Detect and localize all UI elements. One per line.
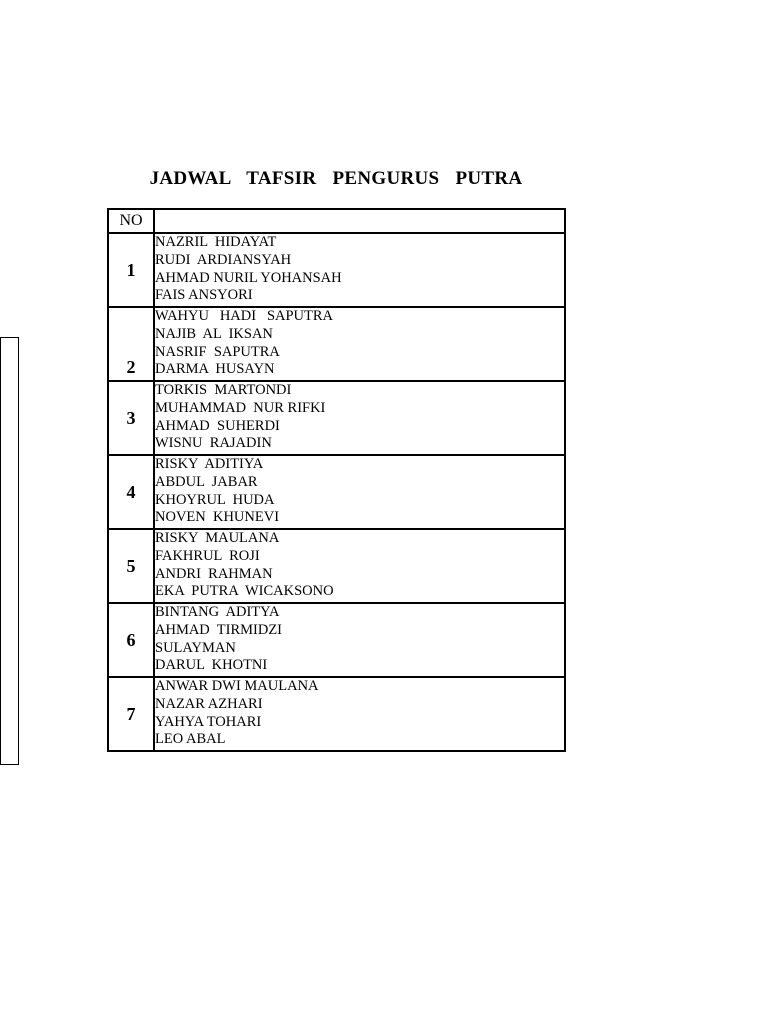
schedule-table xyxy=(107,208,566,752)
member-name: RUDI ARDIANSYAH xyxy=(155,251,292,268)
group-number-cell xyxy=(108,677,154,751)
group-number: 5 xyxy=(126,555,136,576)
group-names-cell xyxy=(154,603,565,677)
member-name: WAHYU HADI SAPUTRA xyxy=(155,308,334,324)
group-number: 2 xyxy=(126,357,136,377)
member-name: EKA PUTRA WICAKSONO xyxy=(155,583,334,600)
group-number-cell xyxy=(108,455,154,529)
member-name: KHOYRUL HUDA xyxy=(155,491,275,508)
table-row xyxy=(108,603,565,677)
member-name: FAIS ANSYORI xyxy=(155,287,253,304)
group-number: 1 xyxy=(126,259,136,280)
member-name: NAJIB AL IKSAN xyxy=(155,325,273,342)
member-name: NAZAR AZHARI xyxy=(155,695,263,712)
group-names-cell xyxy=(154,677,565,751)
member-name: ANWAR DWI MAULANA xyxy=(155,678,319,694)
member-name: AHMAD SUHERDI xyxy=(155,417,280,434)
member-name: NOVEN KHUNEVI xyxy=(155,509,280,526)
table-header-row xyxy=(108,209,565,233)
group-names-cell xyxy=(154,307,565,381)
group-number-cell xyxy=(108,233,154,307)
member-name: AHMAD NURIL YOHANSAH xyxy=(155,269,342,286)
group-names-cell xyxy=(154,455,565,529)
group-number: 4 xyxy=(126,481,136,502)
group-names-cell xyxy=(154,529,565,603)
member-name: DARMA HUSAYN xyxy=(155,361,275,378)
table-row xyxy=(108,529,565,603)
group-number: 7 xyxy=(126,703,136,724)
group-number-cell xyxy=(108,381,154,455)
member-name: ABDUL JABAR xyxy=(155,473,258,490)
member-name: RISKY MAULANA xyxy=(155,530,280,546)
group-number-cell xyxy=(108,529,154,603)
group-number-cell xyxy=(108,307,154,381)
group-names-cell xyxy=(154,381,565,455)
left-margin-frame xyxy=(0,337,19,765)
member-name: WISNU RAJADIN xyxy=(155,435,272,452)
member-name: SULAYMAN xyxy=(155,639,236,656)
table-row xyxy=(108,677,565,751)
group-number-cell xyxy=(108,603,154,677)
member-name: MUHAMMAD NUR RIFKI xyxy=(155,399,326,416)
member-name: LEO ABAL xyxy=(155,731,226,748)
header-names xyxy=(154,209,565,233)
member-name: BINTANG ADITYA xyxy=(155,604,280,620)
member-name: YAHYA TOHARI xyxy=(155,713,262,730)
table-row xyxy=(108,381,565,455)
group-number: 3 xyxy=(126,407,136,428)
table-row xyxy=(108,233,565,307)
member-name: NAZRIL HIDAYAT xyxy=(155,234,277,250)
group-names-cell xyxy=(154,233,565,307)
member-name: FAKHRUL ROJI xyxy=(155,547,260,564)
member-name: NASRIF SAPUTRA xyxy=(155,343,280,360)
member-name: ANDRI RAHMAN xyxy=(155,565,273,582)
member-name: RISKY ADITIYA xyxy=(155,456,264,472)
header-no: NO xyxy=(108,209,154,233)
page-title: JADWAL TAFSIR PENGURUS PUTRA xyxy=(149,168,523,189)
member-name: AHMAD TIRMIDZI xyxy=(155,621,283,638)
table-row xyxy=(108,307,565,381)
member-name: TORKIS MARTONDI xyxy=(155,382,292,398)
member-name: DARUL KHOTNI xyxy=(155,657,268,674)
table-row xyxy=(108,455,565,529)
group-number: 6 xyxy=(126,629,136,650)
